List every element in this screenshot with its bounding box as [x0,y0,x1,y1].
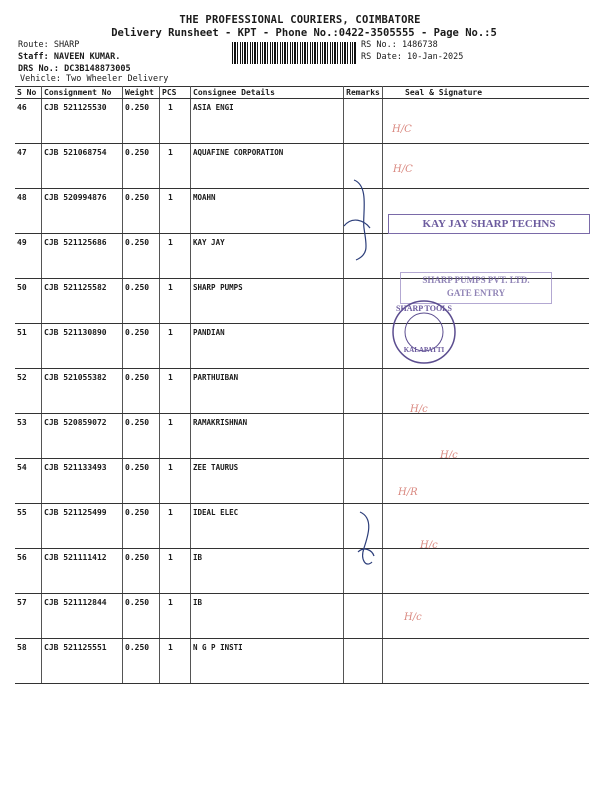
cell-consignment: CJB 521125551 [42,639,123,684]
rs-date: RS Date: 10-Jan-2025 [361,52,464,62]
cell-sno: 57 [15,594,42,639]
cell-pcs: 1 [160,324,191,369]
cell-remarks [344,279,383,324]
cell-weight: 0.250 [123,414,160,459]
cell-pcs: 1 [160,369,191,414]
cell-pcs: 1 [160,234,191,279]
cell-sno: 54 [15,459,42,504]
staff [18,52,120,62]
runsheet-subtitle: Delivery Runsheet - KPT - Phone No.:0422-3505555 - Page No.:5 [111,27,497,39]
cell-consignment: CJB 521111412 [42,549,123,594]
cell-weight: 0.250 [123,504,160,549]
cell-signature [383,414,590,459]
cell-consignment: CJB 521068754 [42,144,123,189]
col-consignee: Consignee Details [191,87,344,99]
staff-value: NAVEEN KUMAR. [53,52,121,62]
cell-consignment: CJB 520859072 [42,414,123,459]
cell-pcs: 1 [160,279,191,324]
cell-consignee: PARTHUIBAN [191,369,344,414]
col-signature: Seal & Signature [383,87,590,99]
cell-weight: 0.250 [123,639,160,684]
cell-consignment: CJB 521112844 [42,594,123,639]
cell-sno: 53 [15,414,42,459]
signature-58: H/c [404,612,422,623]
cell-signature [383,549,590,594]
cell-signature [383,504,590,549]
cell-weight: 0.250 [123,144,160,189]
barcode-icon [232,42,356,64]
cell-consignment: CJB 521055382 [42,369,123,414]
cell-remarks [344,99,383,144]
col-weight: Weight [123,87,160,99]
rs-number: RS No.: 1486738 [361,40,438,50]
col-sno: S No [15,87,42,99]
cell-remarks [344,594,383,639]
cell-sno: 58 [15,639,42,684]
col-consignment: Consignment No [42,87,123,99]
table-row [15,639,589,684]
cell-pcs: 1 [160,549,191,594]
cell-remarks [344,459,383,504]
cell-signature [383,639,590,684]
cell-consignment: CJB 520994876 [42,189,123,234]
cell-pcs: 1 [160,639,191,684]
cell-remarks [344,369,383,414]
table-row [15,594,589,639]
col-pcs: PCS [160,87,191,99]
table-row [15,369,589,414]
table-row [15,504,589,549]
cell-consignee: ZEE TAURUS [191,459,344,504]
cell-sno: 56 [15,549,42,594]
cell-pcs: 1 [160,189,191,234]
cell-sno: 52 [15,369,42,414]
drs-value: DC3B148873005 [64,64,131,74]
table-row [15,549,589,594]
table-header-row [15,87,589,99]
cell-remarks [344,324,383,369]
cell-sno: 48 [15,189,42,234]
stamp-sharp-pumps-sub: GATE ENTRY [446,288,506,298]
cell-consignee: KAY JAY [191,234,344,279]
cell-consignee: IB [191,549,344,594]
cell-pcs: 1 [160,144,191,189]
cell-sno: 47 [15,144,42,189]
table-row [15,99,589,144]
cell-weight: 0.250 [123,459,160,504]
drs [18,64,131,74]
signature-54: H/c [440,450,458,461]
stamp-round [386,298,462,366]
cell-weight: 0.250 [123,279,160,324]
runsheet-table [15,86,589,684]
cell-sno: 49 [15,234,42,279]
table-row [15,414,589,459]
stamp-kay-jay: KAY JAY SHARP TECHNS [388,214,590,234]
cell-sno: 50 [15,279,42,324]
staff-label: Staff: [18,52,49,62]
cell-sno: 51 [15,324,42,369]
signature-57: H/c [420,540,438,551]
signature-46: H/C [392,124,412,135]
cell-consignment: CJB 521125499 [42,504,123,549]
cell-consignment: CJB 521125686 [42,234,123,279]
scribble-icon [352,510,382,574]
cell-pcs: 1 [160,414,191,459]
cell-weight: 0.250 [123,369,160,414]
cell-signature [383,144,590,189]
round-stamp-top: SHARP TOOLS [396,304,452,313]
drs-label: DRS No.: [18,64,59,74]
cell-consignee: IB [191,594,344,639]
round-stamp-bottom: KALAPATTI [403,346,445,354]
cell-signature [383,99,590,144]
cell-sno: 55 [15,504,42,549]
cell-consignee: ASIA ENGI [191,99,344,144]
scribble-icon [340,176,380,266]
cell-consignee: N G P INSTI [191,639,344,684]
cell-weight: 0.250 [123,324,160,369]
cell-pcs: 1 [160,459,191,504]
cell-consignment: CJB 521125530 [42,99,123,144]
table-row [15,324,589,369]
signature-53: H/c [410,404,428,415]
cell-pcs: 1 [160,99,191,144]
company-title: THE PROFESSIONAL COURIERS, COIMBATORE [179,14,421,26]
cell-pcs: 1 [160,594,191,639]
signature-47: H/C [393,164,413,175]
cell-weight: 0.250 [123,234,160,279]
cell-remarks [344,414,383,459]
cell-remarks [344,639,383,684]
cell-consignee: AQUAFINE CORPORATION [191,144,344,189]
table-row [15,459,589,504]
cell-consignment: CJB 521133493 [42,459,123,504]
cell-weight: 0.250 [123,594,160,639]
signature-55: H/R [398,487,418,498]
stamp-sharp-pumps-name: SHARP PUMPS PVT. LTD. [422,275,530,285]
cell-sno: 46 [15,99,42,144]
route: Route: SHARP [18,40,80,50]
cell-weight: 0.250 [123,549,160,594]
cell-consignee: RAMAKRISHNAN [191,414,344,459]
vehicle: Vehicle: Two Wheeler Delivery [20,74,169,84]
cell-consignee: MOAHN [191,189,344,234]
col-remarks: Remarks [344,87,383,99]
cell-consignee: IDEAL ELEC [191,504,344,549]
table-row [15,144,589,189]
cell-consignment: CJB 521125582 [42,279,123,324]
cell-consignment: CJB 521130890 [42,324,123,369]
cell-weight: 0.250 [123,99,160,144]
cell-consignee: PANDIAN [191,324,344,369]
cell-weight: 0.250 [123,189,160,234]
cell-consignee: SHARP PUMPS [191,279,344,324]
cell-pcs: 1 [160,504,191,549]
